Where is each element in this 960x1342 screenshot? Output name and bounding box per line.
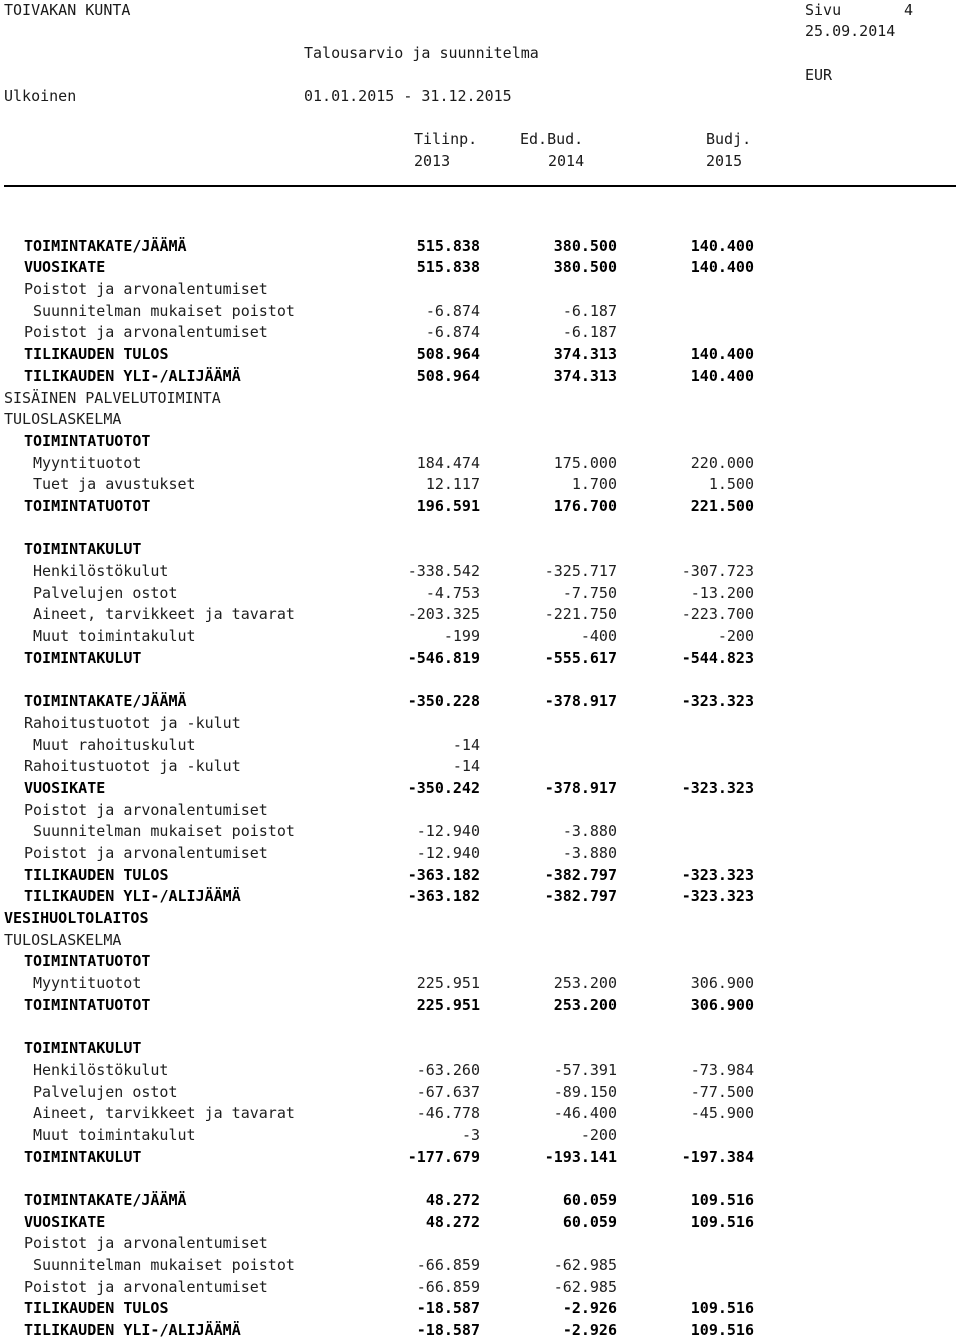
row-value-2013: -12.940 — [416, 843, 480, 862]
row-value-2013: -46.778 — [416, 1104, 480, 1123]
row-label: TOIMINTATUOTOT — [24, 995, 151, 1014]
row-value-2015: -323.323 — [681, 692, 754, 711]
row-label: TILIKAUDEN YLI-/ALIJÄÄMÄ — [24, 366, 241, 385]
table-row — [0, 843, 960, 865]
table-row — [0, 366, 960, 388]
row-value-2013: -546.819 — [407, 648, 480, 667]
row-label: Poistot ja arvonalentumiset — [24, 323, 268, 342]
row-label: TOIMINTAKATE/JÄÄMÄ — [24, 236, 187, 255]
row-label: TOIMINTAKATE/JÄÄMÄ — [24, 692, 187, 711]
row-value-2013: 196.591 — [416, 496, 480, 515]
row-label: TOIMINTAKULUT — [24, 1039, 142, 1058]
row-label: TILIKAUDEN YLI-/ALIJÄÄMÄ — [24, 887, 241, 906]
row-value-2015: -323.323 — [681, 887, 754, 906]
row-label: TOIMINTAKULUT — [24, 540, 142, 559]
row-label: TILIKAUDEN TULOS — [24, 1299, 169, 1318]
row-value-2013: -199 — [443, 627, 480, 646]
table-row — [0, 539, 960, 561]
table-row — [0, 1060, 960, 1082]
row-value-2014: -400 — [580, 627, 617, 646]
row-label: TULOSLASKELMA — [4, 930, 122, 949]
table-row — [0, 648, 960, 670]
table-row — [0, 1038, 960, 1060]
row-value-2015: 1.500 — [708, 475, 754, 494]
row-value-2015: 306.900 — [690, 995, 754, 1014]
row-value-2015: -197.384 — [681, 1147, 754, 1166]
table-row — [0, 1147, 960, 1169]
row-value-2014: -325.717 — [544, 562, 617, 580]
row-value-2014: 60.059 — [562, 1190, 617, 1209]
row-value-2015: 109.516 — [690, 1299, 754, 1318]
scope-label: Ulkoinen — [4, 87, 77, 105]
row-value-2013: -363.182 — [407, 865, 480, 884]
table-row — [0, 973, 960, 995]
row-value-2013: 508.964 — [416, 345, 480, 364]
row-label: TILIKAUDEN YLI-/ALIJÄÄMÄ — [24, 1321, 241, 1340]
row-value-2013: -63.260 — [416, 1060, 480, 1079]
table-row — [0, 800, 960, 822]
row-value-2013: -177.679 — [407, 1147, 480, 1166]
row-value-2014: -89.150 — [553, 1082, 617, 1101]
page-number: 4 — [904, 1, 914, 19]
table-row — [0, 1016, 960, 1038]
row-value-2014: 60.059 — [562, 1212, 617, 1231]
row-label: Rahoitustuotot ja -kulut — [24, 713, 241, 732]
row-label: Myyntituotot — [33, 974, 142, 993]
row-value-2014: 253.200 — [553, 974, 617, 993]
table-row — [0, 1082, 960, 1104]
table-row — [0, 496, 960, 518]
row-value-2014: -6.187 — [562, 301, 617, 320]
row-value-2013: 225.951 — [416, 974, 480, 993]
row-label: TULOSLASKELMA — [4, 410, 122, 429]
table-row — [0, 995, 960, 1017]
table-row — [0, 1103, 960, 1125]
row-value-2015: 109.516 — [690, 1212, 754, 1231]
table-row — [0, 604, 960, 626]
col1-header-line2: 2013 — [414, 152, 451, 170]
col2-header-line1: Ed.Bud. — [520, 130, 584, 148]
row-label: Palvelujen ostot — [33, 583, 178, 602]
table-row — [0, 713, 960, 735]
col2-header-line2: 2014 — [548, 152, 585, 170]
row-value-2014: -7.750 — [562, 583, 617, 602]
table-row — [0, 561, 960, 583]
table-row — [0, 1320, 960, 1342]
row-label: TOIMINTAKULUT — [24, 1147, 142, 1166]
table-row — [0, 214, 960, 236]
row-label: VESIHUOLTOLAITOS — [4, 909, 149, 927]
table-row — [0, 322, 960, 344]
report-title: Talousarvio ja suunnitelma — [304, 44, 539, 62]
table-row — [0, 669, 960, 691]
row-value-2013: -6.874 — [425, 301, 480, 320]
row-value-2015: -323.323 — [681, 778, 754, 797]
row-label: TILIKAUDEN TULOS — [24, 345, 169, 364]
row-value-2013: -12.940 — [416, 822, 480, 841]
table-row — [0, 1190, 960, 1212]
row-value-2013: -14 — [452, 735, 480, 754]
row-value-2013: 184.474 — [416, 453, 480, 472]
row-value-2014: -6.187 — [562, 323, 617, 342]
table-row — [0, 1233, 960, 1255]
table-row — [0, 453, 960, 475]
row-value-2014: -378.917 — [544, 778, 617, 797]
table-row — [0, 431, 960, 453]
row-label: Muut toimintakulut — [33, 1125, 196, 1144]
table-row — [0, 756, 960, 778]
row-value-2013: -350.242 — [407, 778, 480, 797]
row-label: Henkilöstökulut — [33, 562, 169, 580]
row-value-2014: -555.617 — [544, 648, 617, 667]
row-label: Muut rahoituskulut — [33, 735, 196, 754]
row-value-2015: 109.516 — [690, 1190, 754, 1209]
row-value-2013: -18.587 — [416, 1321, 480, 1340]
row-label: Tuet ja avustukset — [33, 475, 196, 494]
table-row — [0, 865, 960, 887]
page-label: Sivu — [805, 1, 842, 19]
budget-table — [0, 214, 960, 1342]
row-value-2013: 225.951 — [416, 995, 480, 1014]
row-value-2014: -200 — [580, 1125, 617, 1144]
row-value-2013: -4.753 — [425, 583, 480, 602]
table-row — [0, 886, 960, 908]
row-value-2014: 374.313 — [553, 366, 617, 385]
row-value-2014: -57.391 — [553, 1060, 617, 1079]
table-row — [0, 735, 960, 757]
row-label: TOIMINTAKATE/JÄÄMÄ — [24, 1190, 187, 1209]
row-value-2014: -2.926 — [562, 1321, 617, 1340]
currency-label: EUR — [805, 66, 833, 84]
row-value-2015: -544.823 — [681, 648, 754, 667]
row-label: Henkilöstökulut — [33, 1060, 169, 1079]
row-label: Muut toimintakulut — [33, 627, 196, 646]
period-label: 01.01.2015 - 31.12.2015 — [304, 87, 512, 105]
table-row — [0, 821, 960, 843]
table-row — [0, 583, 960, 605]
row-value-2013: -338.542 — [407, 562, 480, 580]
row-value-2015: -45.900 — [690, 1104, 754, 1123]
row-value-2013: -14 — [452, 757, 480, 776]
row-label: Suunnitelman mukaiset poistot — [33, 1256, 295, 1274]
row-value-2015: 140.400 — [690, 258, 754, 277]
row-label: Suunnitelman mukaiset poistot — [33, 822, 295, 841]
row-label: TOIMINTATUOTOT — [24, 496, 151, 515]
row-value-2013: 12.117 — [425, 475, 480, 494]
row-label: Suunnitelman mukaiset poistot — [33, 301, 295, 320]
header-divider — [4, 185, 956, 187]
row-label: VUOSIKATE — [24, 778, 106, 797]
row-value-2013: -203.325 — [407, 605, 480, 624]
row-value-2015: 306.900 — [690, 974, 754, 993]
row-value-2013: -66.859 — [416, 1277, 480, 1296]
row-value-2014: 253.200 — [553, 995, 617, 1014]
row-label: Poistot ja arvonalentumiset — [24, 1234, 268, 1253]
table-row — [0, 626, 960, 648]
row-value-2015: 220.000 — [690, 453, 754, 472]
table-row — [0, 236, 960, 258]
municipality-name: TOIVAKAN KUNTA — [4, 1, 131, 19]
row-value-2014: -193.141 — [544, 1147, 617, 1166]
row-label: Poistot ja arvonalentumiset — [24, 1277, 268, 1296]
table-row — [0, 1277, 960, 1299]
col3-header-line2: 2015 — [706, 152, 743, 170]
row-label: Poistot ja arvonalentumiset — [24, 800, 268, 819]
row-label: TILIKAUDEN TULOS — [24, 865, 169, 884]
table-row — [0, 951, 960, 973]
table-row — [0, 279, 960, 301]
row-value-2013: -6.874 — [425, 323, 480, 342]
col1-header-line1: Tilinp. — [414, 130, 478, 148]
table-row — [0, 474, 960, 496]
row-value-2015: -307.723 — [681, 562, 754, 580]
row-label: VUOSIKATE — [24, 1212, 106, 1231]
row-label: Palvelujen ostot — [33, 1082, 178, 1101]
row-value-2013: 48.272 — [425, 1212, 480, 1231]
row-label: TOIMINTATUOTOT — [24, 431, 151, 450]
row-value-2014: 1.700 — [571, 475, 617, 494]
row-label: Poistot ja arvonalentumiset — [24, 280, 268, 299]
row-value-2013: -3 — [461, 1125, 480, 1144]
row-value-2015: -77.500 — [690, 1082, 754, 1101]
row-value-2015: -223.700 — [681, 605, 754, 624]
table-row — [0, 908, 960, 930]
row-value-2014: -62.985 — [553, 1277, 617, 1296]
row-value-2014: -382.797 — [544, 865, 617, 884]
row-label: SISÄINEN PALVELUTOIMINTA — [4, 388, 221, 407]
row-label: Poistot ja arvonalentumiset — [24, 843, 268, 862]
row-value-2014: 380.500 — [553, 236, 617, 255]
row-value-2014: 374.313 — [553, 345, 617, 364]
table-row — [0, 388, 960, 410]
row-value-2015: 140.400 — [690, 366, 754, 385]
row-value-2013: -18.587 — [416, 1299, 480, 1318]
row-value-2014: -2.926 — [562, 1299, 617, 1318]
table-row — [0, 1168, 960, 1190]
table-row — [0, 518, 960, 540]
row-value-2015: 140.400 — [690, 345, 754, 364]
row-value-2014: -46.400 — [553, 1104, 617, 1123]
report-date: 25.09.2014 — [805, 22, 896, 40]
row-value-2014: -378.917 — [544, 692, 617, 711]
row-value-2015: 109.516 — [690, 1321, 754, 1340]
table-row — [0, 344, 960, 366]
row-value-2015: 140.400 — [690, 236, 754, 255]
row-value-2015: -200 — [717, 627, 754, 646]
table-row — [0, 1125, 960, 1147]
row-value-2015: -323.323 — [681, 865, 754, 884]
row-value-2013: -67.637 — [416, 1082, 480, 1101]
table-row — [0, 301, 960, 323]
row-label: Aineet, tarvikkeet ja tavarat — [33, 1104, 295, 1123]
table-row — [0, 1212, 960, 1234]
row-value-2013: 508.964 — [416, 366, 480, 385]
row-label: Myyntituotot — [33, 453, 142, 472]
row-value-2014: 176.700 — [553, 496, 617, 515]
row-value-2014: 175.000 — [553, 453, 617, 472]
table-row — [0, 778, 960, 800]
row-value-2013: -350.228 — [407, 692, 480, 711]
row-label: Rahoitustuotot ja -kulut — [24, 757, 241, 776]
table-row — [0, 409, 960, 431]
row-value-2013: 515.838 — [416, 258, 480, 277]
table-row — [0, 691, 960, 713]
row-value-2014: -62.985 — [553, 1256, 617, 1274]
row-value-2013: 48.272 — [425, 1190, 480, 1209]
row-value-2014: -221.750 — [544, 605, 617, 624]
col3-header-line1: Budj. — [706, 130, 752, 148]
row-label: TOIMINTATUOTOT — [24, 952, 151, 971]
row-value-2014: -3.880 — [562, 843, 617, 862]
row-value-2013: 515.838 — [416, 236, 480, 255]
table-row — [0, 1255, 960, 1277]
row-value-2015: -13.200 — [690, 583, 754, 602]
row-value-2013: -66.859 — [416, 1256, 480, 1274]
row-label: Aineet, tarvikkeet ja tavarat — [33, 605, 295, 624]
row-value-2014: -3.880 — [562, 822, 617, 841]
table-row — [0, 257, 960, 279]
row-value-2015: -73.984 — [690, 1060, 754, 1079]
row-label: VUOSIKATE — [24, 258, 106, 277]
row-value-2013: -363.182 — [407, 887, 480, 906]
row-label: TOIMINTAKULUT — [24, 648, 142, 667]
row-value-2014: 380.500 — [553, 258, 617, 277]
row-value-2015: 221.500 — [690, 496, 754, 515]
row-value-2014: -382.797 — [544, 887, 617, 906]
table-row — [0, 930, 960, 952]
